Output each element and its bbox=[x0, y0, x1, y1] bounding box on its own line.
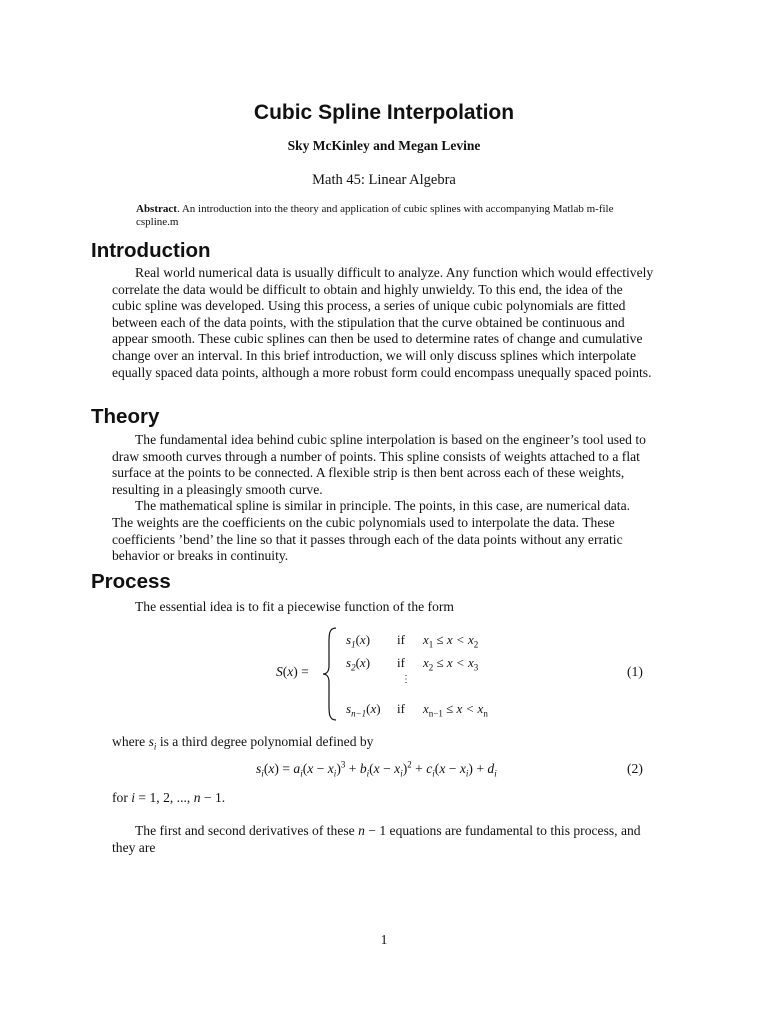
equation-1-case-4-if: if bbox=[397, 701, 405, 716]
equation-1-case-1-if: if bbox=[397, 632, 405, 647]
case-func: $s_1$ bbox=[346, 632, 356, 650]
equation-1-case-4-cond bbox=[423, 701, 488, 717]
left-brace-icon bbox=[322, 626, 338, 722]
where-text: where $s_i$ is a third degree polynomial defined by bbox=[112, 734, 374, 752]
cond-text: $x_{n-1} \le x < x_n$ bbox=[423, 701, 488, 719]
equation-1-case-2 bbox=[346, 655, 370, 671]
vertical-ellipsis: ⋮ bbox=[401, 674, 411, 685]
eq2-text: $s_i$ bbox=[256, 761, 264, 779]
section-heading-introduction: Introduction bbox=[91, 239, 211, 262]
equation-1-number: (1) bbox=[627, 664, 643, 679]
equation-1-case-2-if: if bbox=[397, 655, 405, 670]
derivatives-text bbox=[112, 823, 654, 856]
equation-1-case-4 bbox=[346, 701, 381, 717]
equation-2-number: (2) bbox=[627, 761, 643, 776]
equation-2: $s_i(x) = a_i(x - x_i)^3 + b_i(x - x_i)^2 + c_i(x - x_i) + d_i$ bbox=[256, 759, 497, 779]
case-paren: ) bbox=[376, 701, 381, 716]
for-text: for i = 1, 2, ..., n − 1. bbox=[112, 790, 226, 805]
theory-body bbox=[112, 432, 654, 565]
equation-1-case-1-cond bbox=[423, 632, 478, 648]
case-var: x bbox=[359, 632, 366, 647]
equation-1-case-1 bbox=[346, 632, 370, 648]
case-paren: ( bbox=[355, 655, 360, 670]
case-paren: ( bbox=[355, 632, 360, 647]
where-var: $s_i$ bbox=[148, 734, 157, 752]
equation-1-lhs-text: S bbox=[276, 664, 283, 679]
paragraph: Real world numerical data is usually difficult to analyze. Any function which would effectively correlate the data would be difficult to obtain and highly unwieldy. To this end, the idea of the cubic spline was developed. Using this process, a series of unique cubic polynomials are fitted between each of the data points, with the stipulation that the curve obtained be continuous and appear smooth. These cubic splines can then be used to determine rates of change and cumulative change over an interval. In this brief introduction, we will only discuss splines which interpolate equally spaced data points, although a more robust form could encompass unequally spaced points. bbox=[112, 265, 654, 380]
authors: Sky McKinley and Megan Levine bbox=[287, 138, 481, 153]
paper-title: Cubic Spline Interpolation bbox=[253, 101, 515, 124]
paragraph: The mathematical spline is similar in principle. The points, in this case, are numerical data. The weights are the coefficients on the cubic polynomials used to interpolate the data. These coefficients ’bend’ the line so that it passes through each of the data points without any erratic behavior or breaks in continuity. bbox=[112, 498, 631, 564]
process-intro bbox=[112, 599, 654, 616]
equation-1-lhs-equals: ) = bbox=[293, 664, 309, 679]
case-paren: ( bbox=[366, 701, 371, 716]
equation-1-lhs bbox=[276, 664, 309, 680]
case-func: $s_{n-1}$ bbox=[346, 701, 367, 719]
paragraph: The first and second derivatives of these n − 1 equations are fundamental to this process, and they are bbox=[112, 823, 641, 855]
cond-text: $x_2 \le x < x_3$ bbox=[423, 655, 479, 673]
paragraph: The essential idea is to fit a piecewise function of the form bbox=[135, 599, 454, 614]
abstract-label: Abstract bbox=[136, 203, 177, 215]
equation-1-case-2-cond bbox=[423, 655, 478, 671]
case-func: $s_2$ bbox=[346, 655, 356, 673]
case-paren: ) bbox=[365, 632, 371, 647]
section-heading-theory: Theory bbox=[91, 405, 160, 428]
abstract-text: . An introduction into the theory and application of cubic splines with accompanying Matlab m-file cspline.m bbox=[136, 203, 614, 228]
case-var: x bbox=[359, 655, 366, 670]
equation-1-lhs-paren: ( bbox=[282, 664, 288, 679]
course-name: Math 45: Linear Algebra bbox=[312, 172, 456, 188]
cond-text: $x_1 \le x < x_2$ bbox=[423, 632, 479, 650]
abstract bbox=[136, 203, 636, 229]
equation-1-lhs-var: x bbox=[287, 664, 294, 679]
section-heading-process: Process bbox=[91, 570, 171, 593]
paragraph: The fundamental idea behind cubic spline interpolation is based on the engineer’s tool used to draw smooth curves through a number of points. This spline consists of weights attached to a flat surface at the points to be connected. A flexible strip is then bent across each of these weights, resulting in a pleasingly smooth curve. bbox=[112, 432, 646, 497]
case-paren: ) bbox=[365, 655, 371, 670]
introduction-body bbox=[112, 265, 654, 381]
page-number: 1 bbox=[380, 932, 388, 947]
case-var: x bbox=[370, 701, 377, 716]
